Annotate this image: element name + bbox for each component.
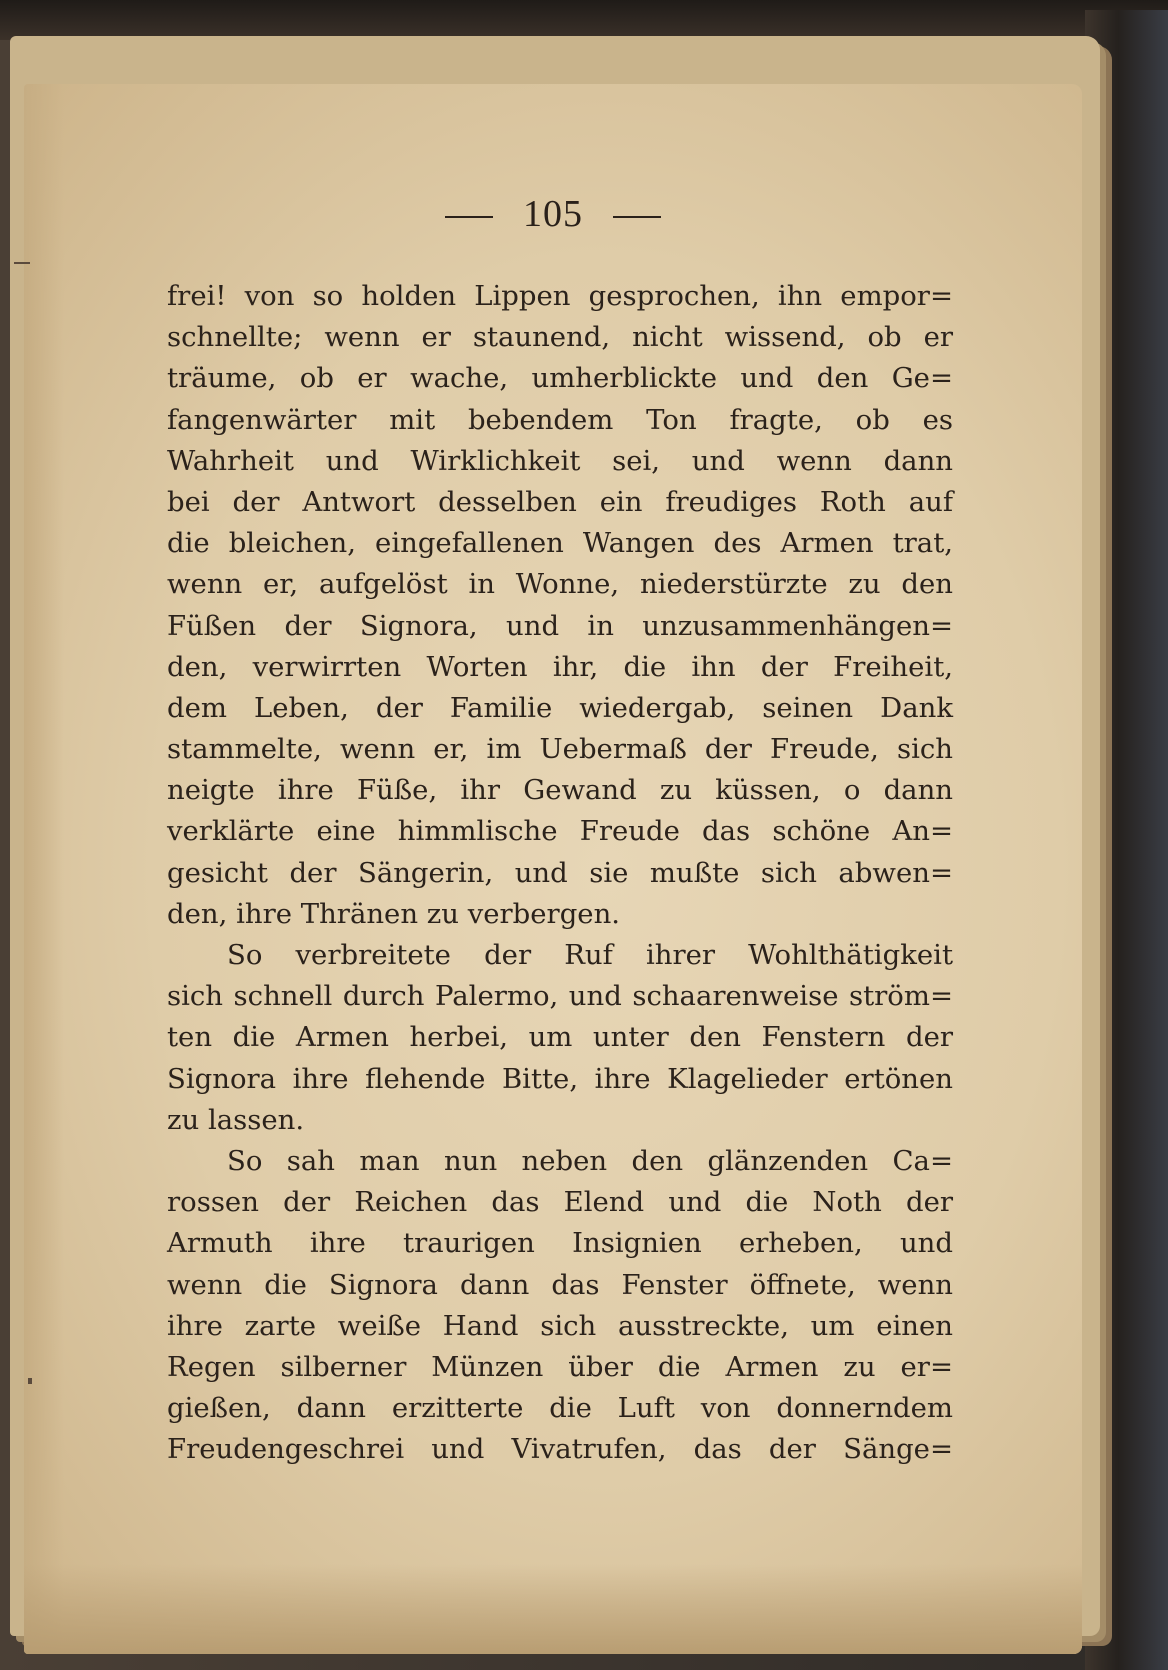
text-line: So verbreitete der Ruf ihrer Wohlthätigkeit	[227, 939, 953, 971]
text-line: die bleichen, eingefallenen Wangen des Armen trat,	[167, 527, 953, 560]
folio-dash-right	[613, 216, 661, 218]
body-text	[167, 276, 953, 1470]
page-bottom-shading	[24, 1564, 1082, 1654]
text-line: Signora ihre flehende Bitte, ihre Klagelieder ertönen	[167, 1062, 953, 1095]
page-number	[24, 192, 1082, 236]
page-edge-shading	[24, 84, 64, 1654]
page-number-text: 105	[523, 193, 583, 235]
text-line: den, ihre Thränen zu verbergen.	[167, 897, 621, 930]
text-line: fangenwärter mit bebendem Ton fragte, ob es	[167, 403, 953, 436]
text-line: wenn er, aufgelöst in Wonne, niederstürzte zu den	[167, 568, 953, 601]
text-line: gesicht der Sängerin, und sie mußte sich abwen=	[167, 856, 953, 889]
text-line: den, verwirrten Worten ihr, die ihn der Freiheit,	[167, 650, 953, 683]
book-cover-top	[0, 0, 1168, 40]
text-line: Regen silberner Münzen über die Armen zu er=	[167, 1350, 953, 1383]
text-line: wenn die Signora dann das Fenster öffnete, wenn	[167, 1268, 953, 1301]
text-line: stammelte, wenn er, im Uebermaß der Freude, sich	[167, 733, 953, 766]
text-line: träume, ob er wache, umherblickte und den Ge=	[167, 362, 953, 395]
text-line: verklärte eine himmlische Freude das schöne An=	[167, 815, 953, 848]
text-line: Wahrheit und Wirklichkeit sei, und wenn dann	[167, 444, 953, 477]
margin-mark	[14, 262, 30, 264]
text-line: So sah man nun neben den glänzenden Ca=	[227, 1144, 953, 1177]
text-line: gießen, dann erzitterte die Luft von donnerndem	[167, 1392, 953, 1425]
text-line: schnellte; wenn er staunend, nicht wissend, ob er	[167, 321, 953, 354]
text-line: bei der Antwort desselben ein freudiges Roth auf	[167, 485, 953, 518]
text-line: frei! von so holden Lippen gesprochen, ihn empor=	[167, 280, 953, 312]
text-line: ihre zarte weiße Hand sich ausstreckte, um einen	[167, 1309, 953, 1342]
folio-dash-left	[445, 216, 493, 218]
text-line: rossen der Reichen das Elend und die Noth der	[167, 1186, 953, 1219]
text-line: Füßen der Signora, und in unzusammenhängen=	[167, 609, 953, 642]
text-line: sich schnell durch Palermo, und schaarenweise ström=	[167, 980, 953, 1013]
text-line: Armuth ihre traurigen Insignien erheben, und	[167, 1227, 953, 1260]
text-line: neigte ihre Füße, ihr Gewand zu küssen, o dann	[167, 774, 953, 807]
margin-mark	[28, 1378, 32, 1384]
text-line: Freudengeschrei und Vivatrufen, das der Sänge=	[167, 1433, 953, 1466]
book-page	[24, 84, 1082, 1654]
text-line: dem Leben, der Familie wiedergab, seinen Dank	[167, 691, 953, 724]
text-line: ten die Armen herbei, um unter den Fenstern der	[167, 1021, 953, 1054]
text-line: zu lassen.	[167, 1103, 305, 1136]
page-stack	[10, 36, 1100, 1636]
